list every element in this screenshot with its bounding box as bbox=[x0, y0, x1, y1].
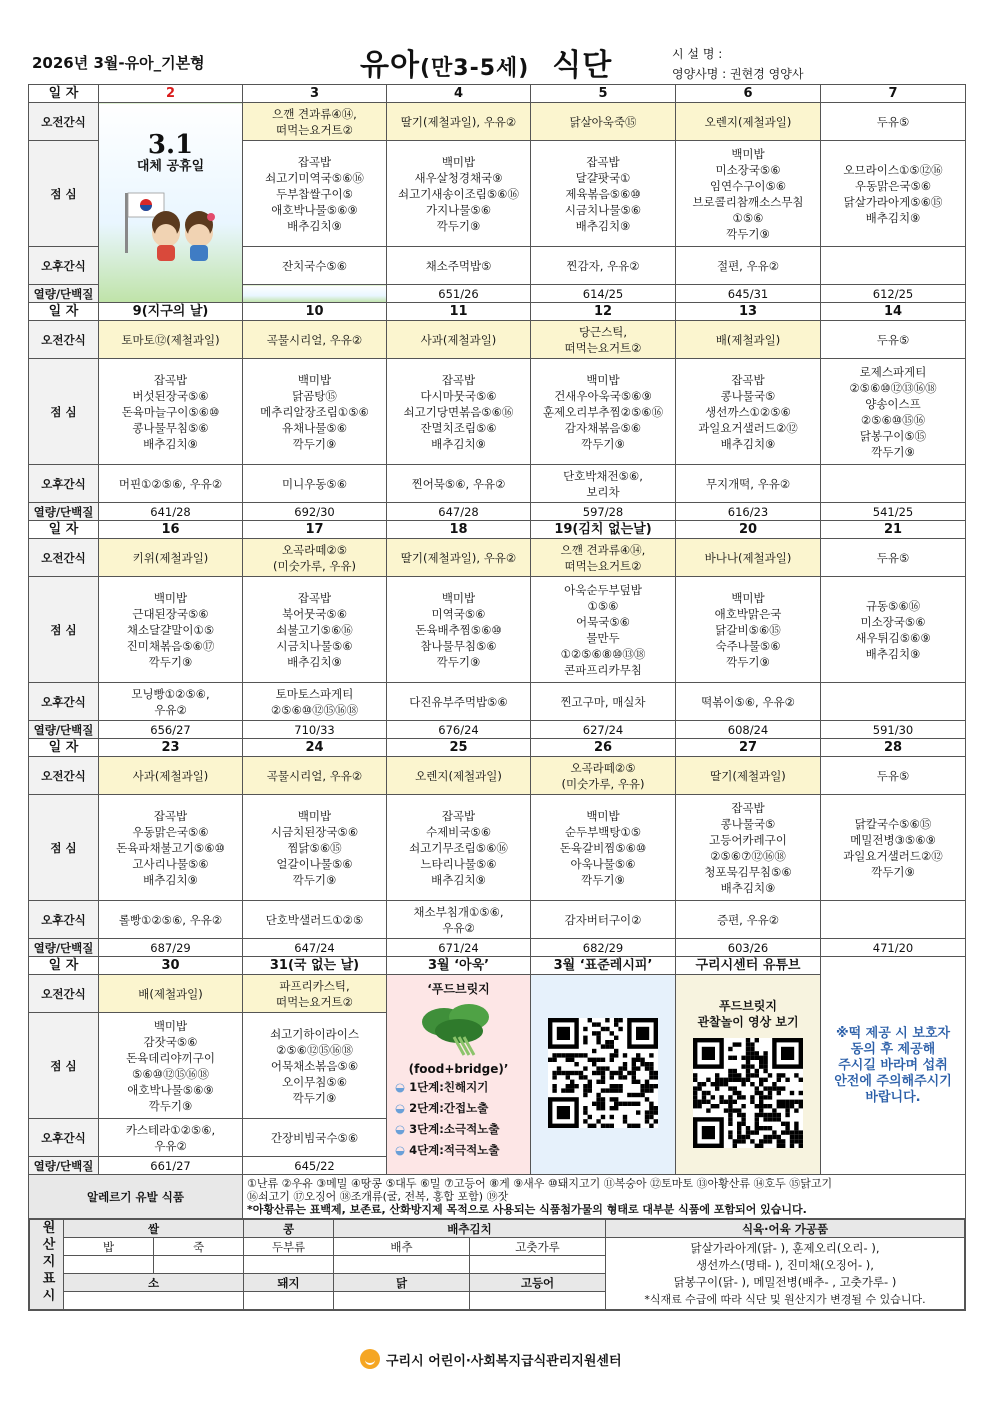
food-bridge-title: ‘푸드브릿지 bbox=[427, 982, 490, 996]
pm-snack-cell bbox=[821, 683, 966, 721]
am-snack-cell: 오곡라떼②⑤ (미숫가루, 우유) bbox=[243, 539, 387, 577]
lunch-cell: 잡곡밥 콩나물국⑤ 생선까스①②⑤⑥ 과일요거샐러드②⑫ 배추김치⑨ bbox=[676, 359, 821, 465]
menu-table bbox=[28, 84, 966, 1311]
lunch-cell: 로제스파게티 ②⑤⑥⑩⑫⑬⑯⑱ 양송이스프 ②⑤⑥⑩⑮⑯ 닭봉구이⑤⑮ 깍두기⑨ bbox=[821, 359, 966, 465]
am-snack-cell: 딸기(제철과일), 우유② bbox=[387, 103, 531, 141]
kcal-cell: 671/24 bbox=[387, 939, 531, 957]
lunch-cell: 잡곡밥 북어뭇국⑤⑥ 쇠불고기⑤⑥⑯ 시금치나물⑤⑥ 배추김치⑨ bbox=[243, 577, 387, 683]
pm-snack-label: 오후간식 bbox=[29, 465, 99, 503]
am-snack-cell: 오곡라떼②⑤ (미숫가루, 우유) bbox=[531, 757, 676, 795]
lunch-cell: 백미밥 시금치된장국⑤⑥ 찜닭⑤⑥⑮ 얼갈이나물⑤⑥ 깍두기⑨ bbox=[243, 795, 387, 901]
pm-snack-cell: 간장비빔국수⑤⑥ bbox=[243, 1119, 387, 1157]
feature-header-youtube: 구리시센터 유튜브 bbox=[676, 957, 821, 975]
origin-head-bean: 콩 bbox=[244, 1220, 334, 1238]
kcal-protein-label: 열량/단백질 bbox=[29, 939, 99, 957]
date-cell: 31(국 없는 날) bbox=[243, 957, 387, 975]
food-bridge-step: ◒ 2단계:간접노출 bbox=[395, 1101, 489, 1115]
aeuk-vegetable-illustration bbox=[389, 997, 528, 1061]
youtube-qr-code-icon[interactable] bbox=[693, 1038, 803, 1148]
children-flag-illustration bbox=[101, 185, 240, 269]
am-snack-cell: 곡물시리얼, 우유② bbox=[243, 321, 387, 359]
lunch-cell: 백미밥 새우살청경채국⑨ 쇠고기새송이조림⑤⑥⑯ 가지나물⑤⑥ 깍두기⑨ bbox=[387, 141, 531, 247]
am-snack-cell: 두유⑤ bbox=[821, 539, 966, 577]
lunch-cell: 백미밥 미소장국⑤⑥ 임연수구이⑤⑥ 브로콜리참깨소스무침 ①⑤⑥ 깍두기⑨ bbox=[676, 141, 821, 247]
lunch-cell: 백미밥 닭곰탕⑮ 메추리알장조림①⑤⑥ 유채나물⑤⑥ 깍두기⑨ bbox=[243, 359, 387, 465]
am-snack-cell: 오렌지(제철과일) bbox=[387, 757, 531, 795]
date-cell: 11 bbox=[387, 303, 531, 321]
kcal-cell: 647/24 bbox=[243, 939, 387, 957]
pm-snack-cell: 채소부침개①⑤⑥, 우유② bbox=[387, 901, 531, 939]
origin-sub-bap: 밥 bbox=[64, 1238, 154, 1256]
kcal-cell: 682/29 bbox=[531, 939, 676, 957]
footer: 구리시 어린이·사회복지급식관리지원센터 bbox=[360, 1349, 622, 1369]
allergy-line: ①난류 ②우유 ③메밀 ④땅콩 ⑤대두 ⑥밀 ⑦고등어 ⑧게 ⑨새우 ⑩돼지고기 ⑪복숭아 ⑫토마토 ⑬아황산류 ⑭호두 ⑮닭고기 bbox=[247, 1177, 833, 1190]
pm-snack-cell: 찐고구마, 매실차 bbox=[531, 683, 676, 721]
origin-table bbox=[29, 1219, 965, 1310]
holiday-date: 3.1 bbox=[147, 129, 194, 160]
origin-head-mackerel: 고등어 bbox=[470, 1274, 606, 1292]
pm-snack-cell: 무지개떡, 우유② bbox=[676, 465, 821, 503]
date-label: 일 자 bbox=[29, 85, 99, 103]
pm-snack-cell: 떡볶이⑤⑥, 우유② bbox=[676, 683, 821, 721]
am-snack-cell: 사과(제철과일) bbox=[99, 757, 243, 795]
page-title: 유아(만3-5세) 식단 bbox=[360, 48, 613, 83]
pm-snack-cell bbox=[821, 247, 966, 285]
pm-snack-cell bbox=[821, 465, 966, 503]
pm-snack-cell: 찐감자, 우유② bbox=[531, 247, 676, 285]
lunch-cell: 아욱순두부덮밥 ①⑤⑥ 어묵국⑤⑥ 물만두 ①②⑤⑥⑧⑩⑬⑱ 콘파프리카무침 bbox=[531, 577, 676, 683]
kcal-protein-label: 열량/단백질 bbox=[29, 1157, 99, 1175]
date-cell: 17 bbox=[243, 521, 387, 539]
am-snack-cell: 딸기(제철과일) bbox=[676, 757, 821, 795]
date-cell: 24 bbox=[243, 739, 387, 757]
origin-head-rice: 쌀 bbox=[64, 1220, 244, 1238]
pm-snack-cell bbox=[821, 901, 966, 939]
kcal-cell: 627/24 bbox=[531, 721, 676, 739]
origin-value[interactable] bbox=[154, 1256, 244, 1274]
origin-sub-tofu: 두부류 bbox=[244, 1238, 334, 1256]
pm-snack-cell: 토마토스파게티 ②⑤⑥⑩⑫⑮⑯⑱ bbox=[243, 683, 387, 721]
pm-snack-cell: 절편, 우유② bbox=[676, 247, 821, 285]
am-snack-cell: 으깬 견과류④⑭, 떠먹는요거트② bbox=[243, 103, 387, 141]
am-snack-cell: 사과(제철과일) bbox=[387, 321, 531, 359]
am-snack-cell: 딸기(제철과일), 우유② bbox=[387, 539, 531, 577]
am-snack-cell: 토마토⑫(제철과일) bbox=[99, 321, 243, 359]
origin-value[interactable] bbox=[470, 1292, 606, 1310]
date-cell: 5 bbox=[531, 85, 676, 103]
lunch-cell: 백미밥 애호박맑은국 닭갈비⑤⑥⑮ 숙주나물⑤⑥ 깍두기⑨ bbox=[676, 577, 821, 683]
date-cell: 4 bbox=[387, 85, 531, 103]
date-cell: 27 bbox=[676, 739, 821, 757]
feature-header-aeuk: 3월 ‘아욱’ bbox=[387, 957, 531, 975]
origin-head-pork: 돼지 bbox=[244, 1274, 334, 1292]
pm-snack-cell: 단호박채전⑤⑥, 보리차 bbox=[531, 465, 676, 503]
food-bridge-step: ◒ 4단계:적극적노출 bbox=[395, 1143, 500, 1157]
nutritionist-label: 영양사명 : 권현경 영양사 bbox=[672, 67, 804, 81]
am-snack-cell: 당근스틱, 떠먹는요거트② bbox=[531, 321, 676, 359]
date-cell: 9(지구의 날) bbox=[99, 303, 243, 321]
date-cell: 14 bbox=[821, 303, 966, 321]
date-cell: 3 bbox=[243, 85, 387, 103]
lunch-cell: 잡곡밥 쇠고기미역국⑤⑥⑯ 두부찹쌀구이⑤ 애호박나물⑤⑥⑨ 배추김치⑨ bbox=[243, 141, 387, 247]
food-bridge-step: ◒ 1단계:친해지기 bbox=[395, 1080, 489, 1094]
kcal-cell: 661/27 bbox=[99, 1157, 243, 1175]
holiday-kcal-cell bbox=[243, 285, 387, 303]
lunch-cell: 잡곡밥 달걀팟국① 제육볶음⑤⑥⑩ 시금치나물⑤⑥ 배추김치⑨ bbox=[531, 141, 676, 247]
food-bridge-panel bbox=[387, 975, 531, 1175]
lunch-cell: 쇠고기하이라이스 ②⑤⑥⑫⑮⑯⑱ 어묵채소볶음⑤⑥ 오이무침⑤⑥ 깍두기⑨ bbox=[243, 1013, 387, 1119]
date-cell: 13 bbox=[676, 303, 821, 321]
youtube-qr-panel bbox=[676, 975, 821, 1175]
kcal-cell: 608/24 bbox=[676, 721, 821, 739]
pm-snack-cell: 머핀①②⑤⑥, 우유② bbox=[99, 465, 243, 503]
menu-period: 2026년 3월-유아_기본형 bbox=[32, 54, 205, 72]
facility-info bbox=[672, 44, 803, 84]
origin-sub-pepper: 고춧가루 bbox=[470, 1238, 606, 1256]
kcal-protein-label: 열량/단백질 bbox=[29, 503, 99, 521]
origin-value[interactable] bbox=[64, 1256, 154, 1274]
lunch-cell: 오므라이스①⑤⑫⑯ 우동맑은국⑤⑥ 닭살가라아게⑤⑥⑮ 배추김치⑨ bbox=[821, 141, 966, 247]
pm-snack-label: 오후간식 bbox=[29, 1119, 99, 1157]
lunch-cell: 백미밥 미역국⑤⑥ 돈육배추찜⑤⑥⑩ 참나물무침⑤⑥ 깍두기⑨ bbox=[387, 577, 531, 683]
origin-value[interactable] bbox=[64, 1292, 244, 1310]
origin-section bbox=[29, 1219, 966, 1311]
lunch-cell: 잡곡밥 다시마뭇국⑤⑥ 쇠고기당면볶음⑤⑥⑯ 잔멸치조림⑤⑥ 배추김치⑨ bbox=[387, 359, 531, 465]
lunch-label: 점 심 bbox=[29, 359, 99, 465]
pm-snack-cell: 롤빵①②⑤⑥, 우유② bbox=[99, 901, 243, 939]
rice-cake-notice: ※떡 제공 시 보호자 동의 후 제공해 주시길 바라며 섭취 안전에 주의해주시기 바랍니다. bbox=[821, 957, 966, 1175]
am-snack-cell: 두유⑤ bbox=[821, 757, 966, 795]
date-cell: 7 bbox=[821, 85, 966, 103]
lunch-cell: 잡곡밥 콩나물국⑤ 고등어카레구이 ②⑤⑥⑦⑫⑯⑱ 청포묵김무침⑤⑥ 배추김치⑨ bbox=[676, 795, 821, 901]
origin-head-kimchi: 배추김치 bbox=[334, 1220, 606, 1238]
youtube-title: 푸드브릿지 관찰놀이 영상 보기 bbox=[697, 998, 799, 1029]
date-cell: 12 bbox=[531, 303, 676, 321]
origin-head-beef: 소 bbox=[64, 1274, 244, 1292]
date-cell: 2 bbox=[99, 85, 243, 103]
pm-snack-cell: 찐어묵⑤⑥, 우유② bbox=[387, 465, 531, 503]
lunch-cell: 백미밥 건새우아욱국⑤⑥⑨ 훈제오리부추찜②⑤⑥⑯ 감자채볶음⑤⑥ 깍두기⑨ bbox=[531, 359, 676, 465]
pm-snack-cell: 채소주먹밥⑤ bbox=[387, 247, 531, 285]
date-cell: 18 bbox=[387, 521, 531, 539]
recipe-qr-code-icon[interactable] bbox=[548, 1018, 658, 1128]
lunch-label: 점 심 bbox=[29, 577, 99, 683]
date-cell: 16 bbox=[99, 521, 243, 539]
rainbow-icon: ◒ bbox=[395, 1080, 406, 1094]
allergy-label: 알레르기 유발 식품 bbox=[29, 1175, 243, 1219]
kcal-cell: 676/24 bbox=[387, 721, 531, 739]
am-snack-label: 오전간식 bbox=[29, 539, 99, 577]
origin-value[interactable] bbox=[334, 1292, 470, 1310]
lunch-cell: 규동⑤⑥⑯ 미소장국⑤⑥ 새우튀김⑤⑥⑨ 배추김치⑨ bbox=[821, 577, 966, 683]
origin-processed-list: 닭살가라아게(닭- ), 훈제오리(오리- ), 생선까스(명태- ), 진미채(오징어- ), 닭봉구이(닭- ), 메밀전병(배추- , 고춧가루- ) *식재료 수급에 따라 식단 및 원산지가 변경될 수 있습니다. bbox=[606, 1238, 965, 1310]
pm-snack-cell: 증편, 우유② bbox=[676, 901, 821, 939]
date-label: 일 자 bbox=[29, 957, 99, 975]
am-snack-cell: 파프리카스틱, 떠먹는요거트② bbox=[243, 975, 387, 1013]
origin-value[interactable] bbox=[244, 1256, 334, 1274]
kcal-cell: 645/22 bbox=[243, 1157, 387, 1175]
food-bridge-step: ◒ 3단계:소극적노출 bbox=[395, 1122, 500, 1136]
kcal-cell: 645/31 bbox=[676, 285, 821, 303]
kcal-cell: 471/20 bbox=[821, 939, 966, 957]
pm-snack-cell: 감자버터구이② bbox=[531, 901, 676, 939]
kcal-protein-label: 열량/단백질 bbox=[29, 721, 99, 739]
origin-head-processed: 식육·어육 가공품 bbox=[606, 1220, 965, 1238]
kcal-cell: 651/26 bbox=[387, 285, 531, 303]
allergy-note: *아황산류는 표백제, 보존료, 산화방지제 목적으로 사용되는 식품첨가물의 형태로 대부분 식품에 포함되어 있습니다. bbox=[247, 1203, 807, 1216]
am-snack-cell: 두유⑤ bbox=[821, 103, 966, 141]
kcal-cell: 647/28 bbox=[387, 503, 531, 521]
pm-snack-cell: 미니우동⑤⑥ bbox=[243, 465, 387, 503]
pm-snack-label: 오후간식 bbox=[29, 247, 99, 285]
pm-snack-cell: 카스테라①②⑤⑥, 우유② bbox=[99, 1119, 243, 1157]
am-snack-cell: 바나나(제철과일) bbox=[676, 539, 821, 577]
pm-snack-cell: 다진유부주먹밥⑤⑥ bbox=[387, 683, 531, 721]
pm-snack-cell: 단호박샐러드①②⑤ bbox=[243, 901, 387, 939]
origin-label: 원산지표시 bbox=[30, 1220, 64, 1310]
date-cell: 20 bbox=[676, 521, 821, 539]
pm-snack-cell: 모닝빵①②⑤⑥, 우유② bbox=[99, 683, 243, 721]
rainbow-icon: ◒ bbox=[395, 1143, 406, 1157]
lunch-cell: 백미밥 근대된장국⑤⑥ 채소달걀말이①⑤ 진미채볶음⑤⑥⑰ 깍두기⑨ bbox=[99, 577, 243, 683]
am-snack-cell: 두유⑤ bbox=[821, 321, 966, 359]
pm-snack-label: 오후간식 bbox=[29, 901, 99, 939]
holiday-cell bbox=[99, 103, 243, 303]
am-snack-cell: 배(제철과일) bbox=[99, 975, 243, 1013]
am-snack-cell: 키위(제철과일) bbox=[99, 539, 243, 577]
allergy-line: ⑯쇠고기 ⑰오징어 ⑱조개류(굴, 전복, 홍합 포함) ⑲잣 bbox=[247, 1190, 509, 1203]
origin-sub-juk: 죽 bbox=[154, 1238, 244, 1256]
lunch-cell: 잡곡밥 버섯된장국⑤⑥ 돈육마늘구이⑤⑥⑩ 콩나물무침⑤⑥ 배추김치⑨ bbox=[99, 359, 243, 465]
lunch-cell: 닭칼국수⑤⑥⑮ 메밀전병③⑤⑥⑨ 과일요거샐러드②⑫ 깍두기⑨ bbox=[821, 795, 966, 901]
am-snack-cell: 곡물시리얼, 우유② bbox=[243, 757, 387, 795]
lunch-cell: 백미밥 순두부백탕①⑤ 돈육갈비찜⑤⑥⑩ 아욱나물⑤⑥ 깍두기⑨ bbox=[531, 795, 676, 901]
origin-value[interactable] bbox=[244, 1292, 334, 1310]
am-snack-cell: 배(제철과일) bbox=[676, 321, 821, 359]
holiday-text: 대체 공휴일 bbox=[136, 158, 205, 174]
kcal-protein-label: 열량/단백질 bbox=[29, 285, 99, 303]
lunch-cell: 백미밥 감잣국⑤⑥ 돈육데리야끼구이 ⑤⑥⑩⑫⑮⑯⑱ 애호박나물⑤⑥⑨ 깍두기⑨ bbox=[99, 1013, 243, 1119]
pm-snack-label: 오후간식 bbox=[29, 683, 99, 721]
am-snack-cell: 오렌지(제철과일) bbox=[676, 103, 821, 141]
rainbow-icon: ◒ bbox=[395, 1122, 406, 1136]
date-cell: 6 bbox=[676, 85, 821, 103]
lunch-label: 점 심 bbox=[29, 795, 99, 901]
kcal-cell: 541/25 bbox=[821, 503, 966, 521]
am-snack-label: 오전간식 bbox=[29, 321, 99, 359]
kcal-cell: 656/27 bbox=[99, 721, 243, 739]
date-label: 일 자 bbox=[29, 521, 99, 539]
kcal-cell: 612/25 bbox=[821, 285, 966, 303]
facility-label: 시 설 명 : bbox=[672, 47, 723, 61]
date-cell: 21 bbox=[821, 521, 966, 539]
kcal-cell: 687/29 bbox=[99, 939, 243, 957]
am-snack-cell: 으깬 견과류④⑭, 떠먹는요거트② bbox=[531, 539, 676, 577]
lunch-cell: 잡곡밥 우동맑은국⑤⑥ 돈육파채불고기⑤⑥⑩ 고사리나물⑤⑥ 배추김치⑨ bbox=[99, 795, 243, 901]
feature-header-recipe: 3월 ‘표준레시피’ bbox=[531, 957, 676, 975]
date-cell: 28 bbox=[821, 739, 966, 757]
kcal-cell: 692/30 bbox=[243, 503, 387, 521]
kcal-cell: 614/25 bbox=[531, 285, 676, 303]
allergy-list bbox=[243, 1175, 966, 1219]
rainbow-icon: ◒ bbox=[395, 1101, 406, 1115]
lunch-label: 점 심 bbox=[29, 1013, 99, 1119]
am-snack-label: 오전간식 bbox=[29, 975, 99, 1013]
date-cell: 30 bbox=[99, 957, 243, 975]
lunch-label: 점 심 bbox=[29, 141, 99, 247]
pm-snack-cell: 잔치국수⑤⑥ bbox=[243, 247, 387, 285]
date-cell: 25 bbox=[387, 739, 531, 757]
origin-sub-cabbage: 배추 bbox=[334, 1238, 470, 1256]
date-cell: 26 bbox=[531, 739, 676, 757]
origin-head-chicken: 닭 bbox=[334, 1274, 470, 1292]
kcal-cell: 597/28 bbox=[531, 503, 676, 521]
kcal-cell: 591/30 bbox=[821, 721, 966, 739]
kcal-cell: 641/28 bbox=[99, 503, 243, 521]
recipe-qr-panel bbox=[531, 975, 676, 1175]
kcal-cell: 603/26 bbox=[676, 939, 821, 957]
am-snack-label: 오전간식 bbox=[29, 103, 99, 141]
date-cell: 23 bbox=[99, 739, 243, 757]
date-label: 일 자 bbox=[29, 739, 99, 757]
origin-value[interactable] bbox=[470, 1256, 606, 1274]
food-bridge-subtitle: (food+bridge)’ bbox=[408, 1062, 509, 1076]
date-cell: 19(김치 없는날) bbox=[531, 521, 676, 539]
am-snack-cell: 닭살아욱죽⑮ bbox=[531, 103, 676, 141]
kcal-cell: 616/23 bbox=[676, 503, 821, 521]
origin-value[interactable] bbox=[334, 1256, 470, 1274]
date-label: 일 자 bbox=[29, 303, 99, 321]
smile-logo-icon bbox=[360, 1349, 380, 1369]
am-snack-label: 오전간식 bbox=[29, 757, 99, 795]
kcal-cell: 710/33 bbox=[243, 721, 387, 739]
lunch-cell: 잡곡밥 수제비국⑤⑥ 쇠고기무조림⑤⑥⑯ 느타리나물⑤⑥ 배추김치⑨ bbox=[387, 795, 531, 901]
date-cell: 10 bbox=[243, 303, 387, 321]
